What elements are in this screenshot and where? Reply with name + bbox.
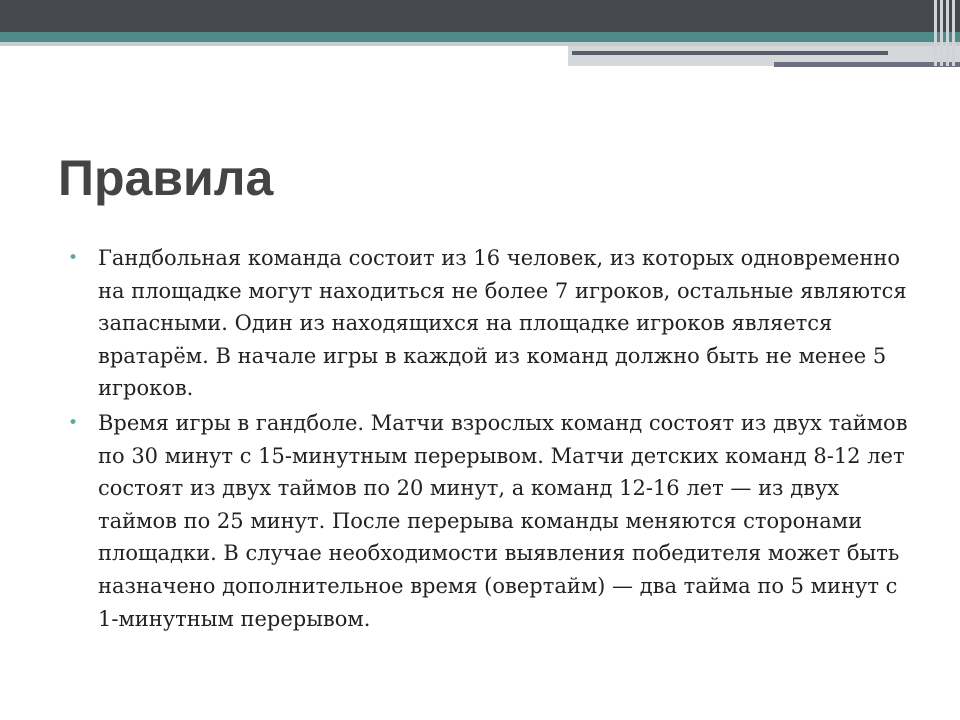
bullet-dot-icon: • xyxy=(68,248,79,268)
header-accent-line xyxy=(572,51,888,55)
bullet-list xyxy=(68,242,918,637)
header-teal-band xyxy=(0,32,960,42)
slide-title: Правила xyxy=(58,150,274,206)
header-accent-line-short xyxy=(774,62,960,67)
header-dark-band xyxy=(0,0,960,32)
bullet-text: Гандбольная команда состоит из 16 человек, из которых одновременно на площадке могут находиться не более 7 игроков, остальные являются запасными. Один из находящихся на площадке игроков является вратарём. В начале игры в каждой из команд должно быть не менее 5 игроков. xyxy=(98,246,907,401)
bullet-item xyxy=(68,242,918,405)
bullet-dot-icon: • xyxy=(68,412,79,433)
header-vertical-bars xyxy=(934,0,960,66)
bullet-item xyxy=(68,407,918,635)
bullet-text: Время игры в гандболе. Матчи взрослых команд состоят из двух таймов по 30 минут с 15-минутным перерывом. Матчи детских команд 8-12 лет состоят из двух таймов по 20 минут, а команд 12-16 лет — из двух таймов по 25 минут. После перерыва команды меняются сторонами площадки. В случае необходимости выявления победителя может быть назначено дополнительное время (овертайм) — два тайма по 5 минут с 1-минутным перерывом. xyxy=(98,410,908,631)
